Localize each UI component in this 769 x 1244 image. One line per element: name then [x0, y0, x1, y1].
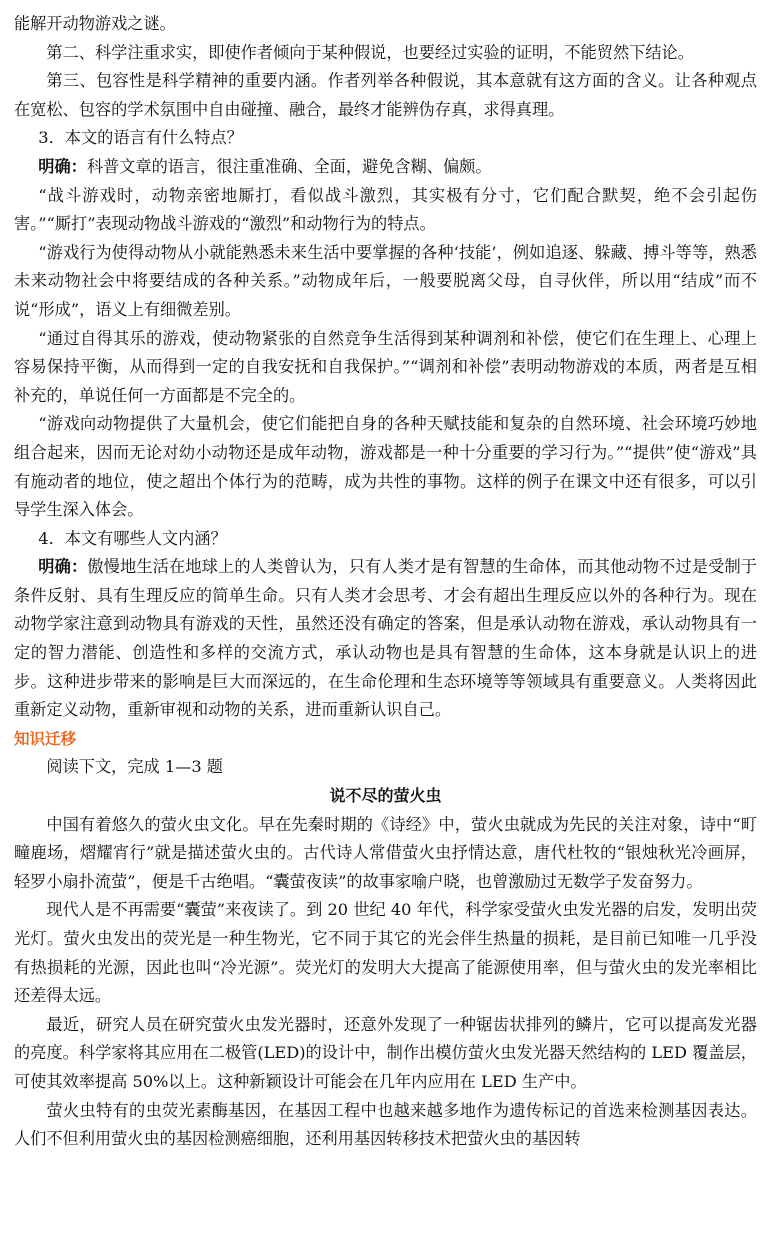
article-paragraph: 最近，研究人员在研究萤火虫发光器时，还意外发现了一种锯齿状排列的鳞片，它可以提高发光器的亮度。科学家将其应用在二极管(LED)的设计中，制作出模仿萤火虫发光器天然结构的 LED 覆盖层，可使其效率提高 50%以上。这种新颖设计可能会在几年内应用在 LED 生产中。: [14, 1014, 757, 1091]
article-paragraph: 中国有着悠久的萤火虫文化。早在先秦时期的《诗经》中，萤火虫就成为先民的关注对象，诗中“町疃鹿场，熠耀宵行”就是描述萤火虫的。古代诗人常借萤火虫抒情达意，唐代杜牧的“银烛秋光冷画屏，轻罗小扇扑流萤”，便是千古绝唱。“囊萤夜读”的故事家喻户晓，也曾激励过无数学子发奋努力。: [14, 814, 757, 891]
answer-3-label: 明确：: [38, 156, 87, 176]
article-paragraph: 现代人是不再需要“囊萤”来夜读了。到 20 世纪 40 年代，科学家受萤火虫发光器的启发，发明出荧光灯。萤火虫发出的荧光是一种生物光，它不同于其它的光会伴生热量的损耗，是目前已知唯一几乎没有热损耗的光源，因此也叫“冷光源”。荧光灯的发明大大提高了能源使用率，但与萤火虫的发光率相比还差得太远。: [14, 900, 757, 1006]
question-4: 4．本文有哪些人文内涵？: [38, 528, 227, 548]
example-1: “战斗游戏时，动物亲密地厮打，看似战斗激烈，其实极有分寸，它们配合默契，绝不会引起伤害。”“厮打”表现动物战斗游戏的“激烈”和动物行为的特点。: [14, 185, 757, 234]
paragraph-third-point: 第三、包容性是科学精神的重要内涵。作者列举各种假说，其本意就有这方面的含义。让各种观点在宽松、包容的学术氛围中自由碰撞、融合，最终才能辨伪存真，求得真理。: [14, 71, 757, 119]
article-title: 说不尽的萤火虫: [329, 786, 442, 806]
question-3: 3．本文的语言有什么特点？: [38, 128, 243, 148]
example-4: “游戏向动物提供了大量机会，使它们能把自身的各种天赋技能和复杂的自然环境、社会环境巧妙地组合起来，因而无论对幼小动物还是成年动物，游戏都是一种十分重要的学习行为。”“提供”使“游戏”具有施动者的地位，使之超出个体行为的范畴，成为共性的事物。这样的例子在课文中还有很多，可以引导学生深入体会。: [14, 414, 757, 520]
example-3: “通过自得其乐的游戏，使动物紧张的自然竞争生活得到某种调剂和补偿，使它们在生理上、心理上容易保持平衡，从而得到一定的自我安抚和自我保护。”“调剂和补偿”表明动物游戏的本质，两者是互相补充的，单说任何一方面都是不完全的。: [14, 328, 757, 405]
section-instruction: 阅读下文，完成 1—3 题: [46, 757, 223, 777]
answer-3: [14, 153, 757, 182]
answer-3-text: 科普文章的语言，很注重准确、全面，避免含糊、偏颇。: [86, 156, 492, 176]
article-paragraph: 萤火虫特有的虫荧光素酶基因，在基因工程中也越来越多地作为遗传标记的首选来检测基因表达。人们不但利用萤火虫的基因检测癌细胞，还利用基因转移技术把萤火虫的基因转: [14, 1100, 757, 1149]
section-title: 知识迁移: [14, 729, 77, 748]
paragraph-continuation: 能解开动物游戏之谜。: [14, 14, 176, 33]
answer-4: [14, 553, 757, 725]
answer-4-label: 明确：: [38, 557, 88, 577]
answer-4-text: 傲慢地生活在地球上的人类曾认为，只有人类才是有智慧的生命体，而其他动物不过是受制于条件反射、具有生理反应的简单生命。只有人类才会思考、才会有超出生理反应以外的各种行为。现在动物学家注意到动物具有游戏的天性，虽然还没有确定的答案，但是承认动物在游戏，承认动物具有一定的智力潜能、创造性和多样的交流方式，承认动物也是具有智慧的生命体，这本身就是认识上的进步。这种进步带来的影响是巨大而深远的，在生命伦理和生态环境等等领域具有重要意义。人类将因此重新定义动物，重新审视和动物的关系，进而重新认识自己。: [14, 557, 757, 720]
example-2: “游戏行为使得动物从小就能熟悉未来生活中要掌握的各种‘技能’，例如追逐、躲藏、搏斗等等，熟悉未来动物社会中将要结成的各种关系。”动物成年后，一般要脱离父母，自寻伙伴，所以用“结成”而不说“形成”，语义上有细微差别。: [14, 242, 757, 319]
paragraph-second-point: 第二、科学注重求实，即使作者倾向于某种假说，也要经过实验的证明，不能贸然下结论。: [46, 42, 694, 62]
